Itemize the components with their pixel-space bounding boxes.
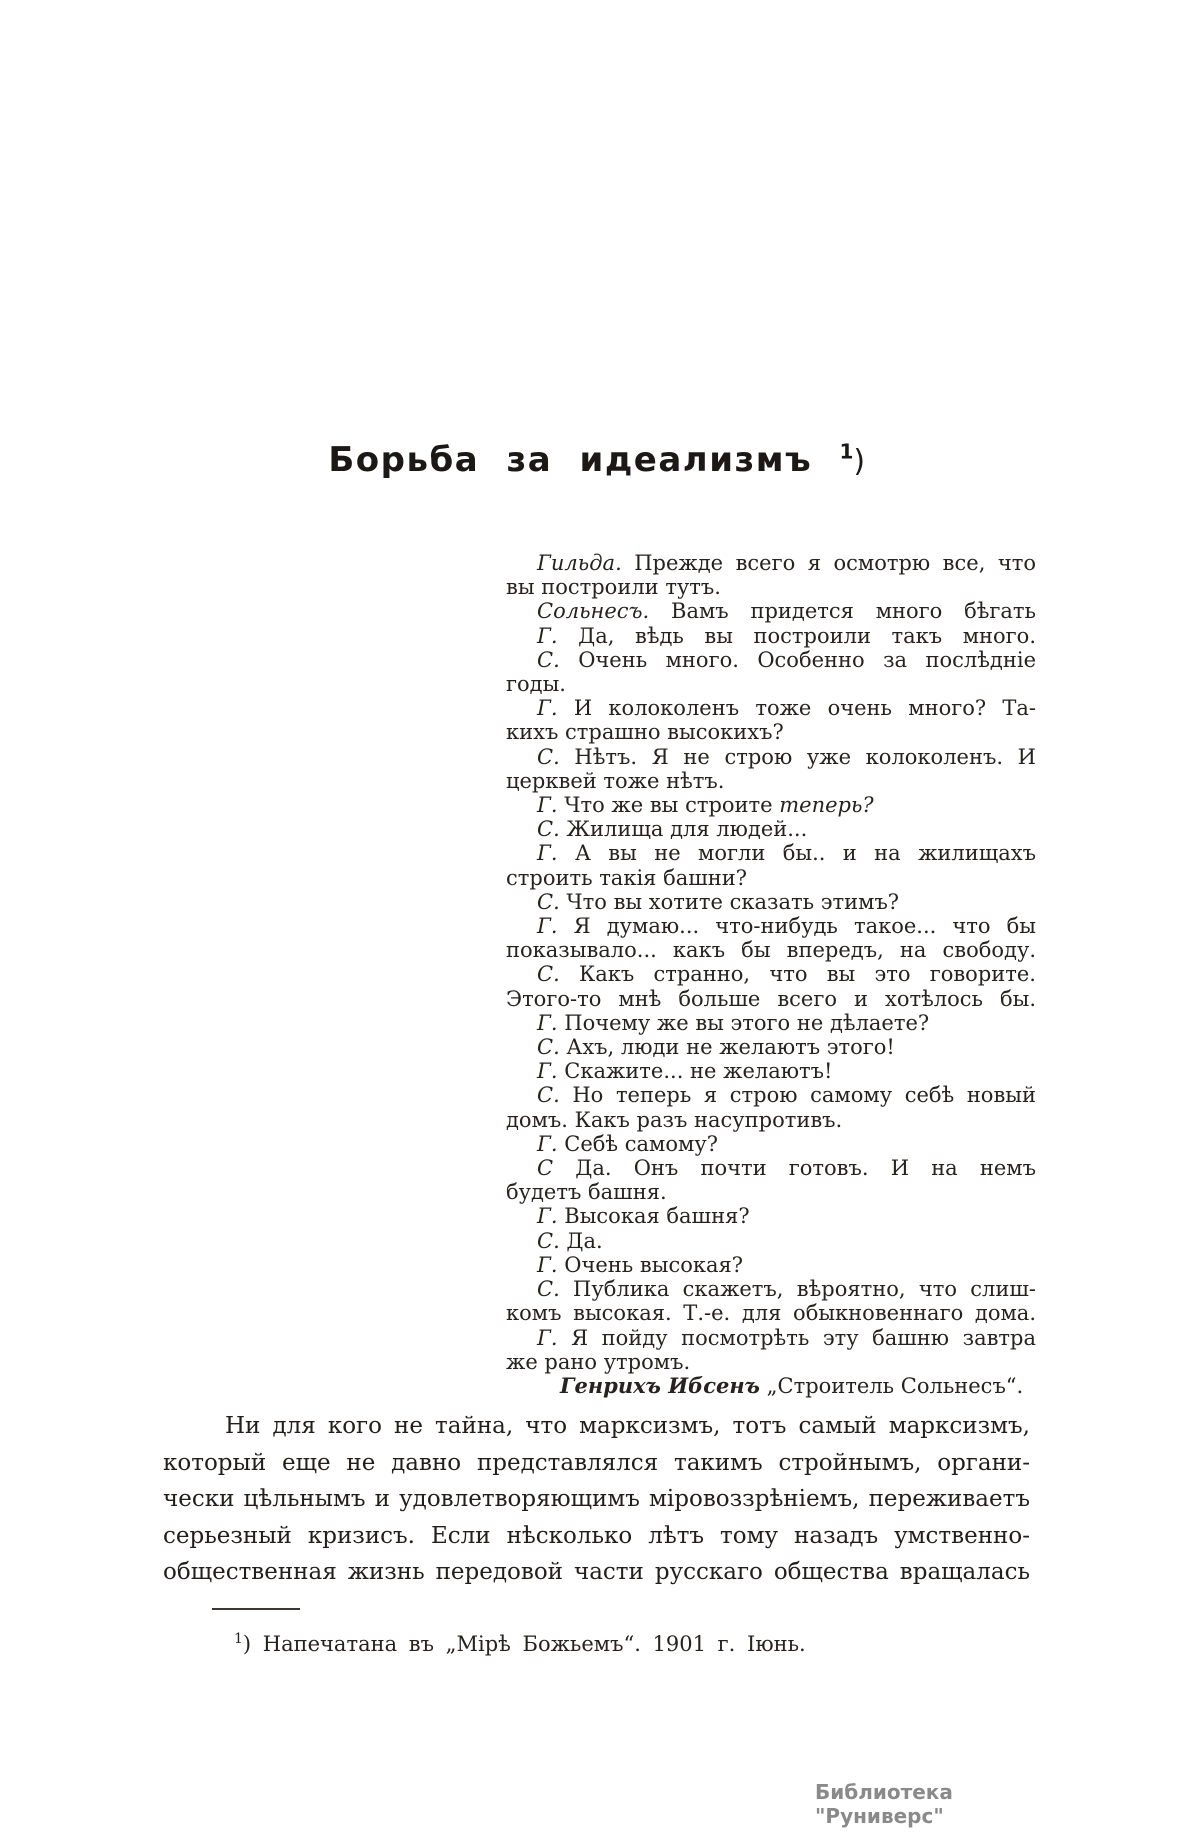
footnote-divider (212, 1608, 300, 1610)
title-footnote-paren: ) (853, 444, 867, 479)
footnote-mark: 1 (234, 1631, 243, 1647)
epigraph-line: Этого-то мнѣ больше всего и хотѣлось бы. (506, 986, 1036, 1011)
epigraph-line: Г. Да, вѣдь вы построили такъ много. (537, 623, 1036, 648)
epigraph-line: Г. Я думаю... что-нибудь такое... что бы (537, 914, 1036, 939)
epigraph-line: Г. Очень высокая? (537, 1252, 743, 1277)
epigraph-line: строить такія башни? (506, 865, 748, 890)
epigraph-line: Г. Что же вы строите теперь? (537, 793, 874, 818)
epigraph-line: Г. Я пойду посмотрѣть эту башню завтра (537, 1325, 1036, 1350)
paragraph-line: Ни для кого не тайна, что марксизмъ, тотъ самый марксизмъ, (225, 1413, 1030, 1439)
epigraph-line: С. Жилища для людей... (537, 817, 808, 842)
epigraph-line: Гильда. Прежде всего я осмотрю все, что (537, 551, 1036, 575)
epigraph-line: Г. Высокая башня? (537, 1204, 750, 1229)
epigraph-line: домъ. Какъ разъ насупротивъ. (506, 1107, 843, 1132)
paragraph-line: чески цѣльнымъ и удовлетворяющимъ міровоззрѣніемъ, переживаетъ (163, 1486, 1030, 1513)
paragraph-line: который еще не давно представлялся такимъ стройнымъ, органи- (163, 1449, 1030, 1476)
epigraph-line: Генрихъ Ибсенъ „Строитель Сольнесъ“. (560, 1372, 1024, 1398)
epigraph-line: кихъ страшно высокихъ? (506, 720, 784, 745)
epigraph-line: Г. И колоколенъ тоже очень много? Та- (537, 696, 1036, 721)
epigraph-line: Г. А вы не могли бы.. и на жилищахъ (537, 841, 1036, 866)
opening-paragraph (163, 1408, 1030, 1591)
epigraph-line: С. Но теперь я строю самому себѣ новый (537, 1083, 1036, 1108)
epigraph-line: Г. Себѣ самому? (537, 1131, 718, 1156)
epigraph-line: С. Да. (537, 1228, 603, 1253)
epigraph-line: показывало... какъ бы впередъ, на свободу. (506, 938, 1036, 963)
epigraph-line: Сольнесъ. Вамъ придется много бѣгать (537, 599, 1036, 624)
title-footnote-ref: 1 (839, 439, 854, 464)
epigraph-line: С. Нѣтъ. Я не строю уже колоколенъ. И (537, 744, 1036, 769)
page-title (163, 440, 1032, 480)
epigraph-line: С. Какъ странно, что вы это говорите. (537, 962, 1036, 987)
epigraph-line: годы. (506, 672, 566, 697)
epigraph-line: же рано утромъ. (506, 1349, 691, 1374)
epigraph-line: С. Ахъ, люди не желаютъ этого! (537, 1035, 895, 1060)
epigraph (506, 551, 1036, 1398)
title-text: Борьба за идеализмъ (328, 440, 813, 480)
epigraph-line: С Да. Онъ почти готовъ. И на немъ (537, 1156, 1036, 1181)
epigraph-line: С. Что вы хотите сказать этимъ? (537, 889, 900, 914)
footnote (163, 1632, 1032, 1656)
epigraph-line: С. Очень много. Особенно за послѣдніе (537, 647, 1036, 672)
epigraph-line: С. Публика скажетъ, вѣроятно, что слиш- (537, 1277, 1036, 1302)
library-watermark: Библиотека "Руниверс" (815, 1780, 953, 1828)
epigraph-line: Г. Почему же вы этого не дѣлаете? (537, 1010, 930, 1035)
footnote-text: ) Напечатана въ „Мірѣ Божьемъ“. 1901 г. Іюнь. (242, 1632, 806, 1656)
epigraph-line: вы построили тутъ. (506, 575, 721, 600)
epigraph-line: комъ высокая. Т.-е. для обыкновеннаго дома. (506, 1301, 1036, 1326)
paragraph-line: общественная жизнь передовой части русскаго общества вращалась (163, 1559, 1030, 1586)
paragraph-line: серьезный кризисъ. Если нѣсколько лѣтъ тому назадъ умственно- (163, 1522, 1030, 1549)
epigraph-line: церквей тоже нѣтъ. (506, 768, 725, 793)
epigraph-line: Г. Скажите... не желаютъ! (537, 1059, 833, 1084)
epigraph-line: будетъ башня. (506, 1180, 667, 1205)
